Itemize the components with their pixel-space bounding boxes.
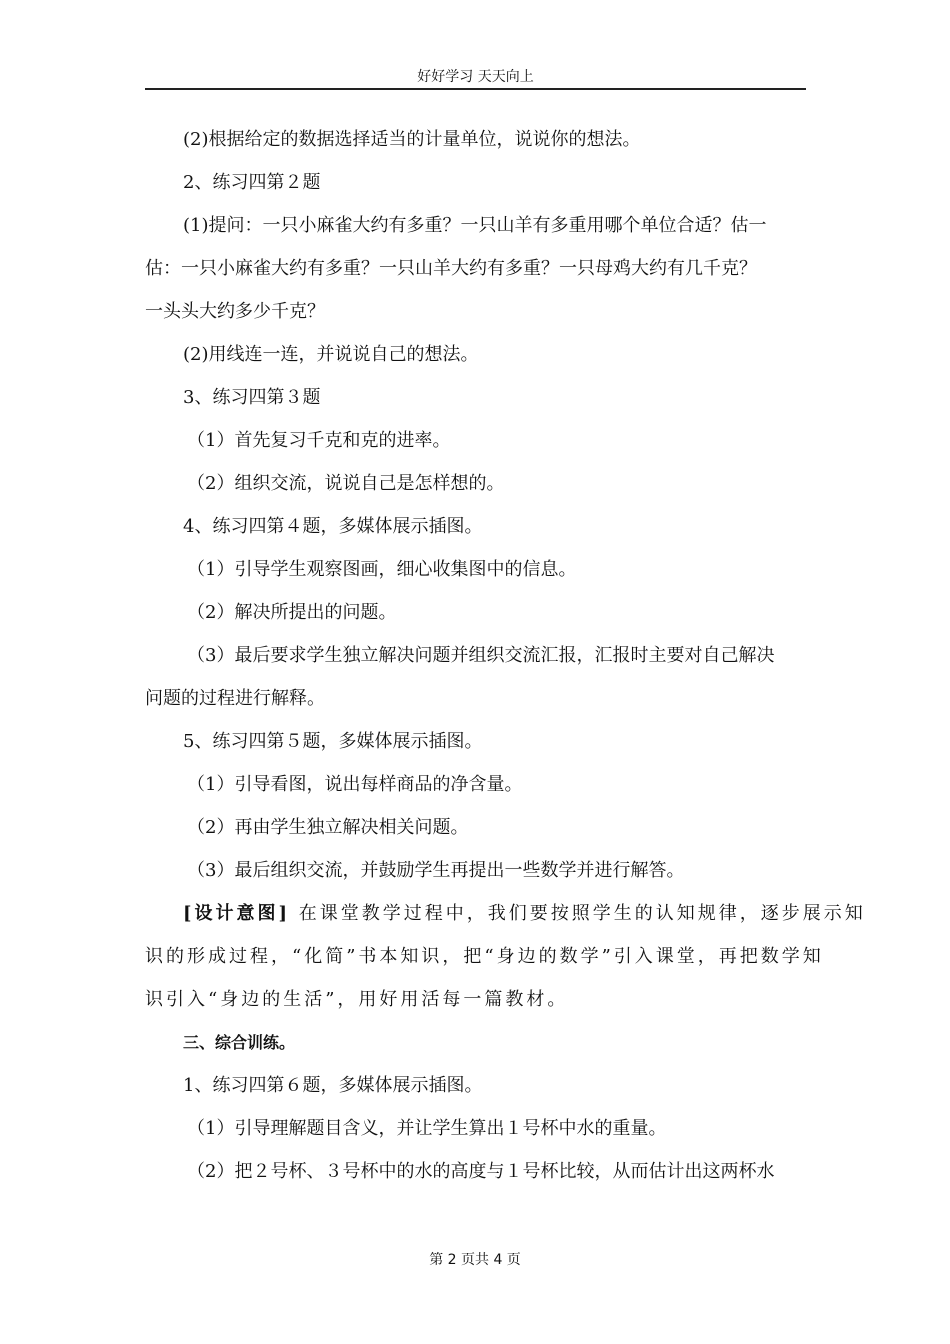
paragraph: （1）引导看图，说出每样商品的净含量。 [187,774,523,795]
paragraph: 估：一只小麻雀大约有多重？一只山羊大约有多重？一只母鸡大约有几千克？ [145,258,757,279]
paragraph: （1）引导理解题目含义，并让学生算出１号杯中水的重量。 [187,1118,667,1139]
paragraph: （2）把２号杯、３号杯中的水的高度与１号杯比较，从而估计出这两杯水 [187,1161,775,1182]
paragraph: （2）解决所提出的问题。 [187,602,397,623]
paragraph: （1）首先复习千克和克的进率。 [187,430,451,451]
section-title: 三、综合训练。 [183,1033,296,1052]
paragraph: 一头头大约多少千克？ [145,301,325,322]
paragraph: （2）组织交流，说说自己是怎样想的。 [187,473,505,494]
paragraph: 4、练习四第４题，多媒体展示插图。 [183,516,483,537]
page-footer: 第 2 页共 4 页 [429,1252,521,1268]
design-intent-text: 在课堂教学过程中，我们要按照学生的认知规律，逐步展示知 [298,903,866,924]
paragraph: (1)提问：一只小麻雀大约有多重？一只山羊有多重用哪个单位合适？估一 [183,215,767,236]
paragraph: （3）最后组织交流，并鼓励学生再提出一些数学并进行解答。 [187,860,685,881]
design-intent-line [145,892,866,935]
page-header: 好好学习 天天向上 [145,64,806,90]
design-intent-label: [设计意图] [183,903,291,924]
design-intent-line: 识引入“身边的生活”，用好用活每一篇教材。 [145,989,569,1010]
paragraph: （3）最后要求学生独立解决问题并组织交流汇报，汇报时主要对自己解决 [187,645,775,666]
paragraph: 3、练习四第３题 [183,387,321,408]
paragraph: 5、练习四第５题，多媒体展示插图。 [183,731,483,752]
paragraph: (2)用线连一连，并说说自己的想法。 [183,344,479,365]
paragraph: (2)根据给定的数据选择适当的计量单位，说说你的想法。 [183,129,641,150]
paragraph: 问题的过程进行解释。 [145,688,325,709]
paragraph: （1）引导学生观察图画，细心收集图中的信息。 [187,559,577,580]
paragraph: 2、练习四第２题 [183,172,321,193]
paragraph: 1、练习四第６题，多媒体展示插图。 [183,1075,483,1096]
design-intent-line: 识的形成过程，“化简”书本知识，把“身边的数学”引入课堂，再把数学知 [145,946,824,967]
paragraph: （2）再由学生独立解决相关问题。 [187,817,469,838]
document-body [145,118,866,1193]
